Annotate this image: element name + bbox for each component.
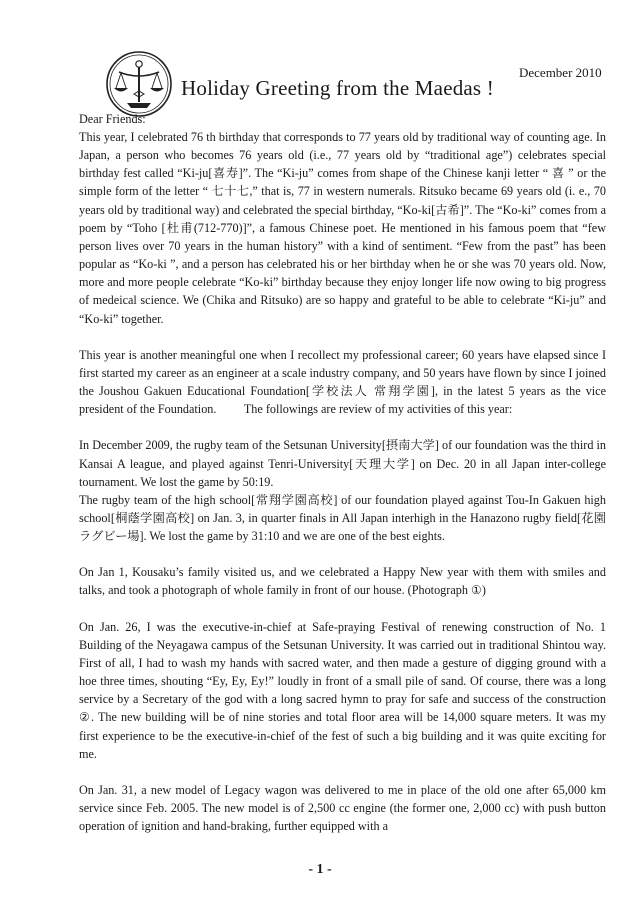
paragraph-career: This year is another meaningful one when I recollect my professional career; 60 years have elapsed since I first started my career as an engineer at a scale industry company, and 50 years have flown by since I joined the Joushou Gakuen Educational Foundation[学校法人 常翔学園], in the latest 5 years as the vice president of the Foundation. The followings are review of my activities of this year: [79, 347, 606, 417]
paragraph-university-rugby: In December 2009, the rugby team of the Setsunan University[摂南大学] of our foundation was the third in Kansai A league, and played against Tenri-University[天理大学] on Dec. 20 in all Japan inter-college tournament. We lost the game by 50:19. [79, 438, 606, 489]
letter-body [79, 110, 606, 835]
paragraph-new-year: On Jan 1, Kousaku’s family visited us, and we celebrated a Happy New year with them with smiles and talks, and took a photograph of whole family in front of our house. (Photograph ①) [79, 565, 606, 598]
paragraph-highschool-rugby: The rugby team of the high school[常翔学園高校] of our foundation played against Tou-In Gakuen high school[桐蔭学園高校] on Jan. 3, in quarter finals in All Japan interhigh in the Hanazono rugby field[花園ラグビー場]. We lost the game by 31:10 and we are one of the best eights. [79, 492, 606, 544]
paragraph-festival: On Jan. 26, I was the executive-in-chief at Safe-praying Festival of renewing construction of No. 1 Building of the Neyagawa campus of the Setsunan University. It was carried out in traditional Shintou way. First of all, I had to wash my hands with sacred water, and then made a gesture of digging ground with a hoe three times, shouting “Ey, Ey, Ey!” loudly in front of a small pile of sand. Of course, there was a long service by a Secretary of the god with a long sacred hymn to pray for safe and success of the construction ②. The new building will be of nine stories and total floor area will be 14,000 square meters. It was my first experience to be the executive-in-chief of the fest of such a big building and it was quite exciting for me. [79, 619, 606, 761]
letter-date: December 2010 [519, 65, 602, 80]
family-crest-logo [105, 50, 173, 118]
page-number: - 1 - [308, 862, 332, 877]
paragraph-legacy-wagon: On Jan. 31, a new model of Legacy wagon was delivered to me in place of the old one after 65,000 km service since Feb. 2005. The new model is of 2,500 cc engine (the former one, 2,000 cc) with push button operation of ignition and hand-braking, further equipped with a [79, 782, 606, 834]
letter-title: Holiday Greeting from the Maedas ! [181, 76, 494, 100]
paragraph-birthdays: This year, I celebrated 76 th birthday that corresponds to 77 years old by traditional way of counting age. In Japan, a person who becomes 76 years old (i.e., 77 years old by “traditional age”) celebrates special birthday fest called “Ki-ju[喜寿]”. The “Ki-ju” comes from shape of the Chinese kanji letter “ 喜 ” or the simple form of the letter “ 七十七,” that is, 77 in western numerals. Ritsuko became 69 years old (i. e., 70 years old by traditional way) and celebrated the special birthday, “Ko-ki[古希]”. The “Ko-ki” comes from a poem by “Toho [杜甫(712-770)]”, a famous Chinese poet. He mentioned in his famous poem that “few person lives over 70 years in the human history” with a kind of sentiment. “Few from the past” has been popular as “Ko-ki ”, and a person has celebrated his or her birthday when he or she was 70 years old. Now, more and more people celebrate “Ko-ki” birthday because they enjoy longer life now owing to big progress of medeical science. We (Chika and Ritsuko) are so happy and grateful to be able to celebrate “Ki-ju” and “Ko-ki” together. [79, 130, 606, 326]
salutation: Dear Friends: [79, 112, 146, 126]
